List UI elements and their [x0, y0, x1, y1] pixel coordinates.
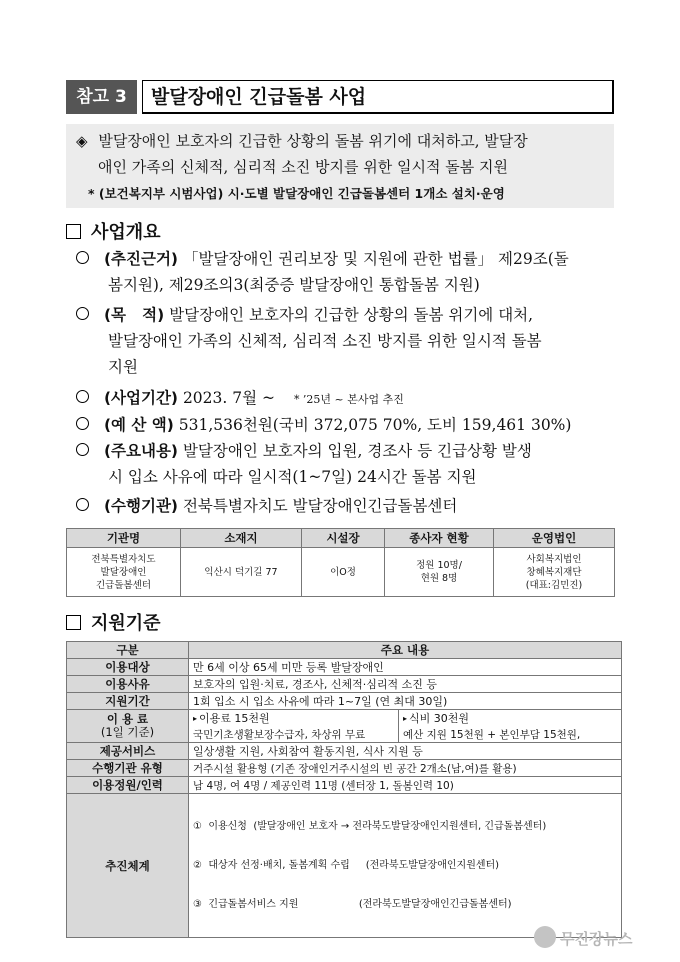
budget-item: (예 산 액) 531,536천원(국비 372,075 70%, 도비 159,461 30%) — [76, 413, 571, 435]
col-header-name: 기관명 — [67, 529, 181, 548]
col-header-director: 시설장 — [302, 529, 385, 548]
row-key-target: 이용대상 — [67, 659, 189, 676]
checkbox-square-icon — [66, 615, 81, 630]
row-key-capacity: 이용정원/인력 — [67, 777, 189, 794]
summary-line-2: 애인 가족의 신체적, 심리적 소진 방지를 위한 일시적 돌봄 지원 — [98, 158, 508, 176]
row-value-period: 1회 입소 시 입소 사유에 따라 1~7일 (연 최대 30일) — [189, 693, 622, 710]
row-key-service: 제공서비스 — [67, 743, 189, 760]
row-value-reason: 보호자의 입원·치료, 경조사, 신체적·심리적 소진 등 — [189, 676, 622, 693]
table-row — [67, 676, 622, 693]
circle-bullet-icon — [76, 307, 89, 320]
row-key-type: 수행기관 유형 — [67, 760, 189, 777]
circle-bullet-icon — [76, 251, 89, 264]
watermark-logo-icon — [534, 926, 556, 948]
cell-name: 전북특별자치도 발달장애인 긴급돌봄센터 — [67, 548, 181, 597]
agency-table-header — [67, 529, 615, 548]
table-row — [67, 777, 622, 794]
col-header-category: 구분 — [67, 642, 189, 659]
summary-line-1: ◈ 발달장애인 보호자의 긴급한 상황의 돌봄 위기에 대처하고, 발달장 — [76, 132, 528, 150]
fee-meal: ▸ 식비 30천원 — [399, 710, 622, 727]
circle-bullet-icon — [76, 498, 89, 511]
circle-bullet-icon — [76, 390, 89, 403]
fee-meal-detail: 예산 지원 15천원 + 본인부담 15천원, — [399, 726, 622, 743]
purpose-item-cont-1: 발달장애인 가족의 신체적, 심리적 소진 방지를 위한 일시적 돌봄 — [108, 332, 542, 350]
col-header-content: 주요 내용 — [189, 642, 622, 659]
cell-corp: 사회복지법인 창혜복지재단 (대표:김민진) — [494, 548, 615, 597]
table-row — [67, 693, 622, 710]
purpose-item: (목 적) 발달장애인 보호자의 긴급한 상황의 돌봄 위기에 대처, — [76, 303, 533, 325]
col-header-address: 소재지 — [181, 529, 302, 548]
section-criteria-title: 지원기준 — [66, 609, 161, 635]
cell-director: 이O정 — [302, 548, 385, 597]
circle-bullet-icon — [76, 443, 89, 456]
table-row — [67, 659, 622, 676]
document-title: 발달장애인 긴급돌봄 사업 — [142, 80, 614, 114]
period-item: (사업기간) 2023. 7월 ~ * ’25년 ~ 본사업 추진 — [76, 386, 404, 408]
col-header-corp: 운영법인 — [494, 529, 615, 548]
row-key-system: 추진체계 — [67, 794, 189, 938]
row-value-system: ① 이용신청 (발달장애인 보호자 → 전라북도발달장애인지원센터, 긴급돌봄센터) ② 대상자 선정·배치, 돌봄계획 수립 (전라북도발달장애인지원센터) ③ 긴급돌봄서비스 지원 (전라북도발달장애인긴급돌봄센터) — [189, 794, 622, 938]
section-overview-title: 사업개요 — [66, 218, 161, 244]
row-key-period: 지원기간 — [67, 693, 189, 710]
table-row — [67, 760, 622, 777]
row-value-service: 일상생활 지원, 사회참여 활동지원, 식사 지원 등 — [189, 743, 622, 760]
content-item: (주요내용) 발달장애인 보호자의 입원, 경조사 등 긴급상황 발생 — [76, 439, 532, 461]
table-row — [67, 710, 622, 727]
row-key-fee: 이 용 료 (1일 기준) — [67, 710, 189, 743]
row-key-reason: 이용사유 — [67, 676, 189, 693]
reference-tag: 참고 3 — [66, 80, 137, 114]
purpose-item-cont-2: 지원 — [108, 358, 138, 376]
agency-item: (수행기관) 전북특별자치도 발달장애인긴급돌봄센터 — [76, 494, 457, 516]
content-item-cont: 시 입소 사유에 따라 일시적(1~7일) 24시간 돌봄 지원 — [108, 468, 477, 486]
triangle-bullet-icon: ▸ — [403, 714, 408, 723]
summary-box — [66, 124, 614, 208]
cell-staff: 정원 10명/ 현원 8명 — [385, 548, 494, 597]
fee-usage-detail: 국민기초생활보장수급자, 차상위 무료 — [189, 726, 399, 743]
cell-address: 익산시 덕기길 77 — [181, 548, 302, 597]
agency-table — [66, 528, 615, 597]
col-header-staff: 종사자 현황 — [385, 529, 494, 548]
diamond-bullet-icon: ◈ — [76, 132, 88, 150]
circle-bullet-icon — [76, 417, 89, 430]
fee-usage: ▸ 이용료 15천원 — [189, 710, 399, 727]
row-value-target: 만 6세 이상 65세 미만 등록 발달장애인 — [189, 659, 622, 676]
triangle-bullet-icon: ▸ — [193, 714, 198, 723]
checkbox-square-icon — [66, 224, 81, 239]
row-value-type: 거주시설 활용형 (기존 장애인거주시설의 빈 공간 2개소(남,여)를 활용) — [189, 760, 622, 777]
watermark: 무진장뉴스 — [528, 922, 678, 952]
basis-item-cont: 봄지원), 제29조의3(최중증 발달장애인 통합돌봄 지원) — [108, 276, 480, 294]
criteria-table-header — [67, 642, 622, 659]
row-value-capacity: 남 4명, 여 4명 / 제공인력 11명 (센터장 1, 돌봄인력 10) — [189, 777, 622, 794]
table-row — [67, 548, 615, 597]
summary-note: * (보건복지부 시범사업) 시·도별 발달장애인 긴급돌봄센터 1개소 설치·운영 — [88, 186, 505, 201]
table-row — [67, 794, 622, 938]
criteria-table — [66, 641, 622, 938]
table-row — [67, 743, 622, 760]
basis-item: (추진근거) 「발달장애인 권리보장 및 지원에 관한 법률」 제29조(돌 — [76, 247, 569, 269]
